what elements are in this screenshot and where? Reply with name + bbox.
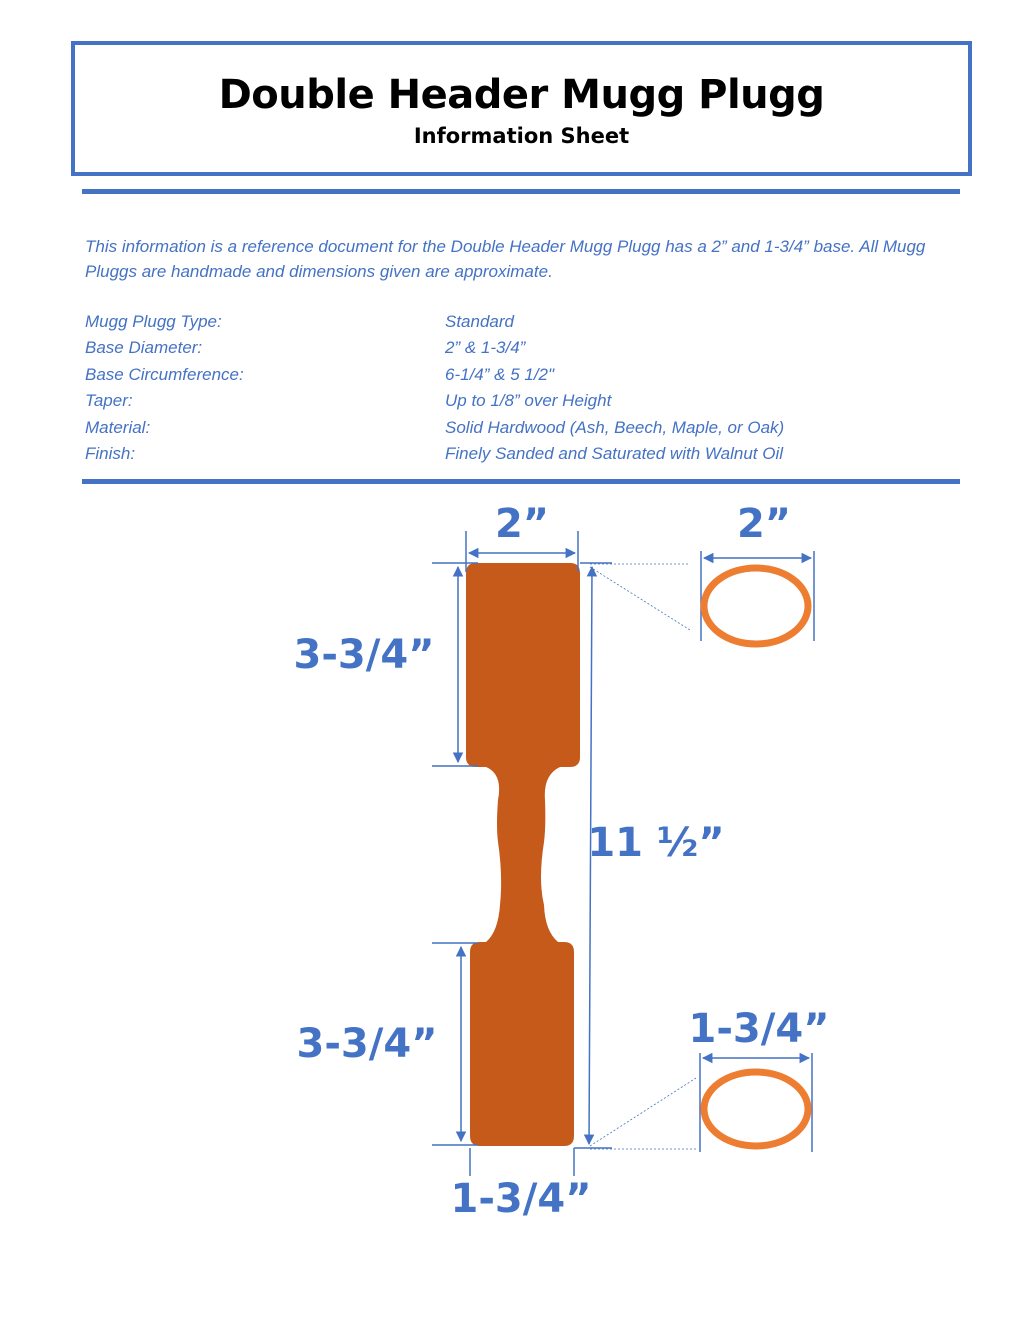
spec-value: Finely Sanded and Saturated with Walnut Oil: [445, 443, 783, 463]
bottom-base-ring: [704, 1072, 808, 1146]
spec-value: 6-1/4” & 5 1/2": [445, 364, 555, 384]
spec-value: Standard: [445, 312, 514, 331]
spec-label: Base Circumference:: [85, 364, 244, 384]
bottom-width-dimension: [470, 1148, 574, 1176]
bottom-ring-label: 1-3/4”: [688, 1006, 830, 1052]
top-width-label: 2”: [494, 501, 550, 547]
intro-paragraph: This information is a reference document for the Double Header Mugg Plugg has a 2” and 1-3/4” base. All Mugg Pluggs are handmade and dimensions given are approximate.: [85, 237, 926, 281]
top-height-label: 3-3/4”: [293, 632, 435, 678]
bottom-width-label: 1-3/4”: [450, 1176, 592, 1222]
page-title: Double Header Mugg Plugg: [218, 72, 825, 118]
spec-value: Up to 1/8” over Height: [445, 391, 612, 411]
spec-label: Material:: [85, 417, 151, 437]
plug-silhouette: [466, 563, 580, 1146]
spec-label: Finish:: [85, 443, 136, 463]
top-base-ring: [704, 568, 808, 644]
spec-label: Mugg Plugg Type:: [85, 312, 222, 331]
top-leader-lines: [590, 564, 690, 630]
spec-value: 2” & 1-3/4”: [445, 338, 526, 358]
bottom-leader-lines: [590, 1078, 696, 1149]
spec-value: Solid Hardwood (Ash, Beech, Maple, or Oak): [445, 417, 785, 437]
page-subtitle: Information Sheet: [413, 124, 630, 148]
total-height-label: 11 ½”: [587, 820, 725, 866]
top-ring-label: 2”: [736, 501, 792, 547]
bottom-height-label: 3-3/4”: [296, 1021, 438, 1067]
spec-label: Base Diameter:: [85, 338, 203, 358]
spec-label: Taper:: [85, 391, 133, 411]
